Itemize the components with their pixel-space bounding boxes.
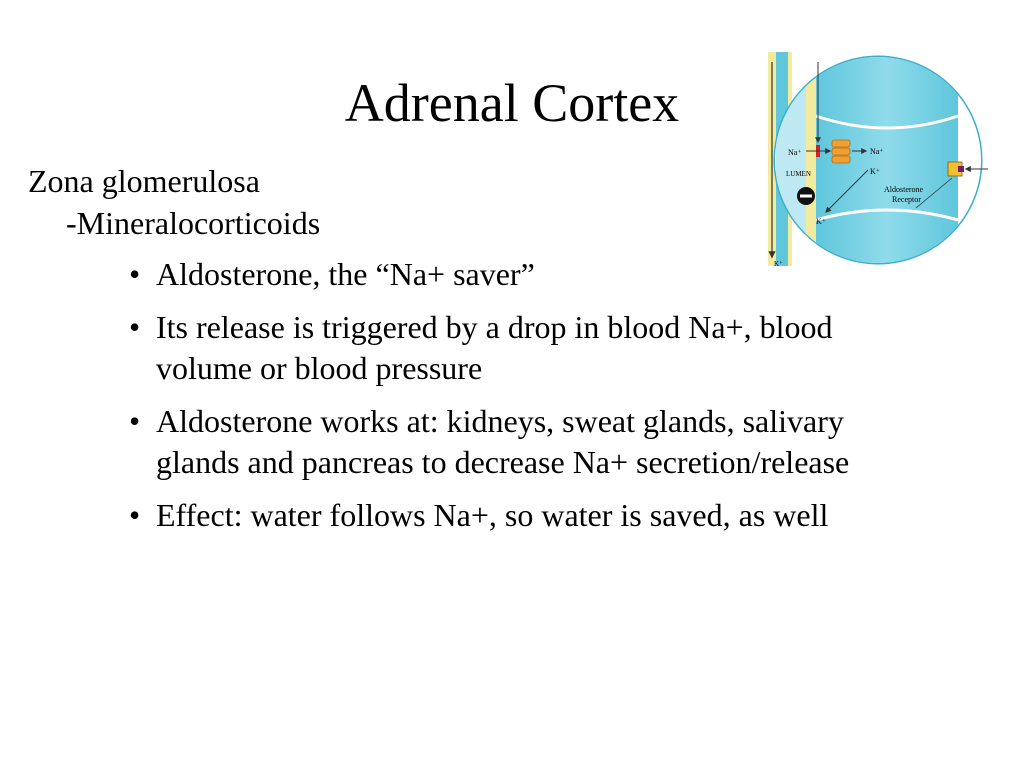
na-label-right: Na⁺	[870, 147, 884, 156]
pump-icon	[832, 140, 850, 163]
k-label-lower: K⁺	[816, 217, 826, 226]
k-label-bottom: K⁺	[774, 260, 783, 266]
bullet-item	[125, 401, 895, 483]
receptor-label-line2: Receptor	[892, 195, 921, 204]
bullet-text: Effect: water follows Na+, so water is saved, as well	[156, 497, 829, 533]
magnified-cell-view	[766, 52, 992, 266]
k-label-right: K⁺	[870, 167, 880, 176]
subsection-heading: -Mineralocorticoids	[66, 205, 321, 241]
receptor-icon	[948, 162, 964, 176]
bullet-item	[125, 495, 895, 536]
bullet-list	[125, 254, 895, 548]
receptor-label-line1: Aldosterone	[884, 185, 924, 194]
minus-circle-icon	[797, 187, 815, 205]
bullet-item	[125, 307, 895, 389]
aldosterone-diagram	[766, 52, 992, 266]
na-label-left: Na⁺	[788, 148, 802, 157]
section-heading: Zona glomerulosa	[28, 163, 260, 199]
bullet-text: Aldosterone works at: kidneys, sweat glands, salivary glands and pancreas to decrease Na+ secretion/release	[156, 403, 850, 480]
bullet-text: Its release is triggered by a drop in blood Na+, blood volume or blood pressure	[156, 309, 833, 386]
bullet-marker: •	[129, 403, 141, 439]
slide-title: Adrenal Cortex	[344, 73, 680, 133]
bullet-marker: •	[129, 497, 141, 533]
bullet-marker: •	[129, 256, 141, 292]
lumen-label: LUMEN	[786, 170, 811, 178]
bullet-marker: •	[129, 309, 141, 345]
bullet-text: Aldosterone, the “Na+ saver”	[156, 256, 535, 292]
